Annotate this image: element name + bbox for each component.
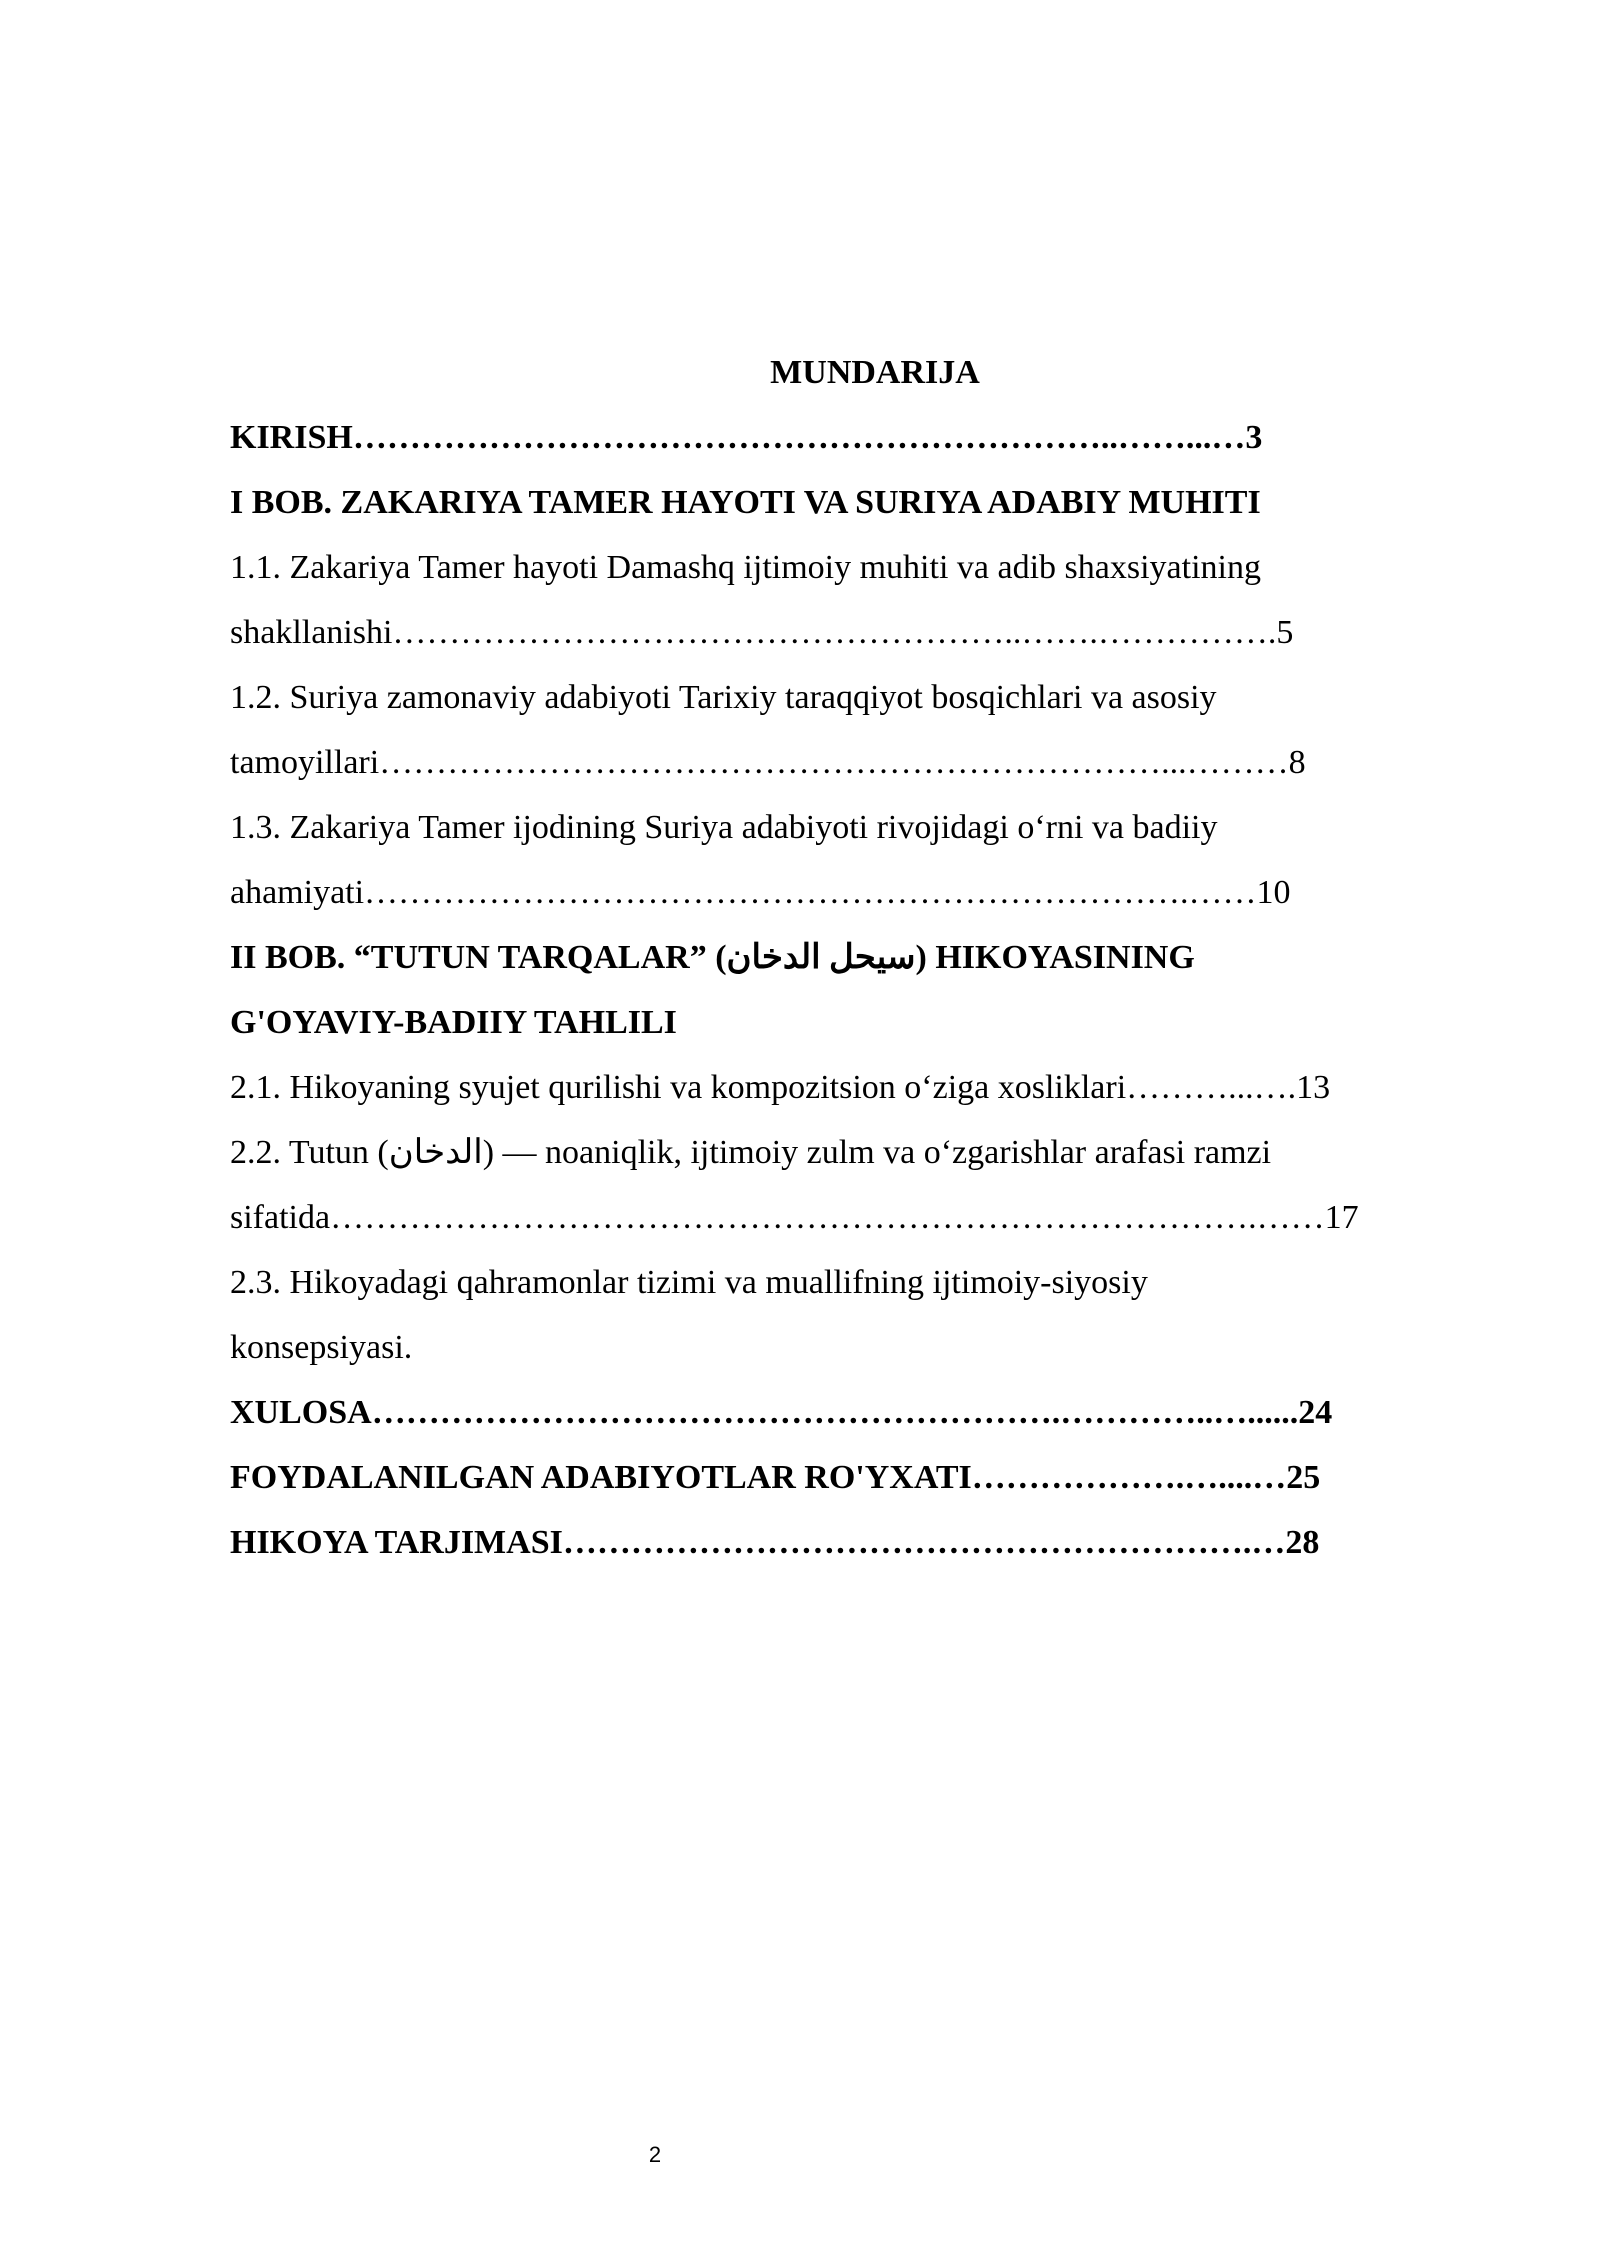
toc-line: 2.2. Tutun (الدخان) — noaniqlik, ijtimoiy zulm va o‘zgarishlar arafasi ramzi: [230, 1134, 1272, 1171]
toc-line: sifatida……………………………………………………………………….……17: [230, 1199, 1359, 1236]
toc-line: 1.2. Suriya zamonaviy adabiyoti Tarixiy taraqqiyot bosqichlari va asosiy: [230, 679, 1217, 716]
toc-line: I BOB. ZAKARIYA TAMER HAYOTI VA SURIYA ADABIY MUHITI: [230, 484, 1261, 521]
toc-line: XULOSA…………………………………………………….…………..…......24: [230, 1394, 1333, 1431]
toc-lines: [230, 405, 1450, 1575]
toc-line: tamoyillari……………………………………………………………...………8: [230, 744, 1306, 781]
toc-line: 2.1. Hikoyaning syujet qurilishi va kompozitsion o‘ziga xosliklari………...….13: [230, 1069, 1331, 1106]
toc-line: HIKOYA TARJIMASI…………………………………………………….…28: [230, 1524, 1320, 1561]
toc-line: KIRISH…………………………………………………………..……...…3: [230, 419, 1263, 456]
toc-line: 1.1. Zakariya Tamer hayoti Damashq ijtimoiy muhiti va adib shaxsiyatining: [230, 549, 1261, 586]
toc-line: shakllanishi………………………………………………..…….…………….5: [230, 614, 1294, 651]
table-of-contents: [230, 340, 1450, 1575]
page-number: 2: [648, 2142, 662, 2167]
toc-title: MUNDARIJA: [770, 354, 980, 391]
toc-line: ahamiyati……………………………………………………………….……10: [230, 874, 1291, 911]
toc-line: konsepsiyasi.: [230, 1329, 413, 1366]
toc-line: II BOB. “TUTUN TARQALAR” (سيحل الدخان) HIKOYASINING: [230, 939, 1195, 976]
toc-line: FOYDALANILGAN ADABIYOTLAR RO'YXATI……………….…....…25: [230, 1459, 1321, 1496]
toc-line: 1.3. Zakariya Tamer ijodining Suriya adabiyoti rivojidagi o‘rni va badiiy: [230, 809, 1218, 846]
toc-line: G'OYAVIY-BADIIY TAHLILI: [230, 1004, 677, 1041]
toc-line: 2.3. Hikoyadagi qahramonlar tizimi va muallifning ijtimoiy-siyosiy: [230, 1264, 1148, 1301]
